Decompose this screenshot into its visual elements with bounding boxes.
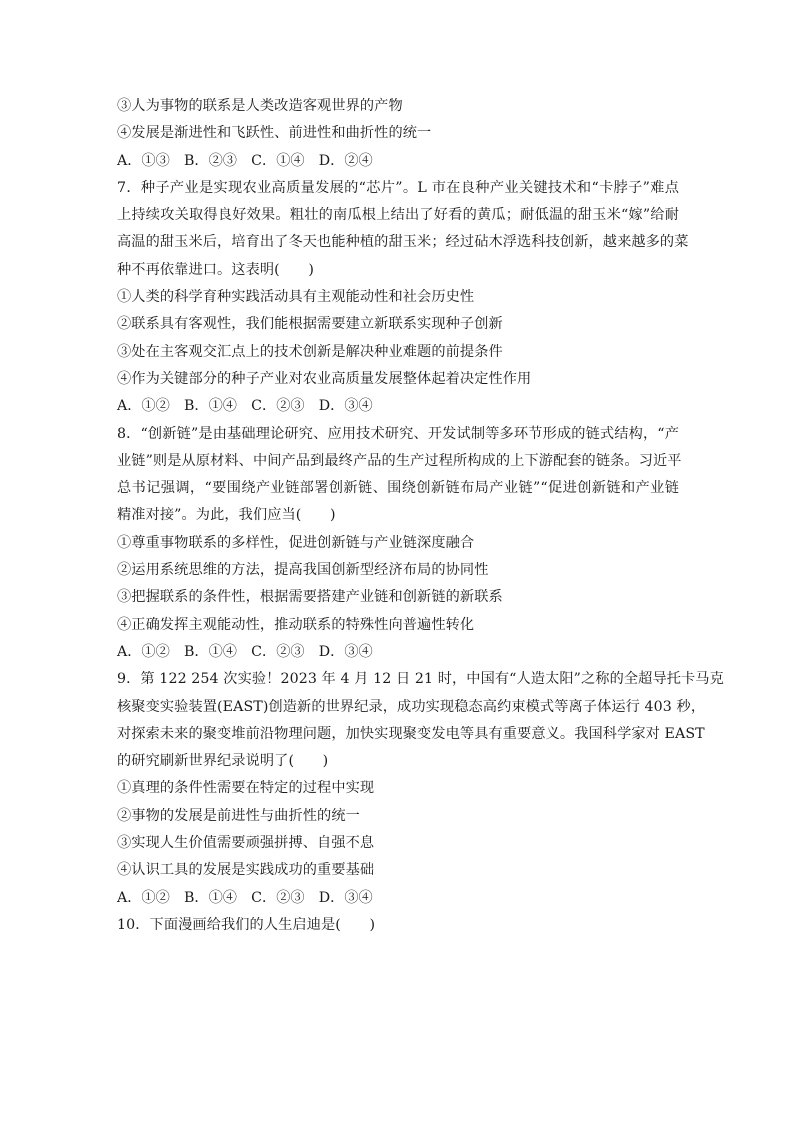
answer-options: A．①② B．①④ C．②③ D．③④: [117, 398, 373, 415]
question-stem-line: 8．“创新链”是由基础理论研究、应用技术研究、开发试制等多环节形成的链式结构，“产: [117, 425, 679, 442]
answer-options: A．①② B．①④ C．②③ D．③④: [117, 643, 373, 660]
question-stem-line: 精准对接”。为此，我们应当( ): [117, 507, 336, 524]
choice-item: ①人类的科学育种实践活动具有主观能动性和社会历史性: [117, 289, 475, 306]
exam-page: [117, 93, 724, 939]
question-stem-line: 上持续攻关取得良好效果。粗壮的南瓜根上结出了好看的黄瓜；耐低温的甜玉米“嫁”给耐: [117, 207, 679, 224]
question-stem-line: 10．下面漫画给我们的人生启迪是( ): [117, 916, 376, 933]
choice-item: ③实现人生价值需要顽强拼搏、自强不息: [117, 835, 375, 852]
question-stem-line: 对探索未来的聚变堆前沿物理问题，加快实现聚变发电等具有重要意义。我国科学家对 EAST: [117, 725, 705, 742]
choice-item: ③处在主客观交汇点上的技术创新是解决种业难题的前提条件: [117, 343, 503, 360]
question-stem-line: 的研究刷新世界纪录说明了( ): [117, 753, 329, 770]
question-stem-line: 7．种子产业是实现农业高质量发展的“芯片”。L 市在良种产业关键技术和“卡脖子”难点: [117, 179, 679, 196]
question-7: [117, 175, 689, 421]
choice-item: ③人为事物的联系是人类改造客观世界的产物: [117, 98, 403, 114]
question-stem-line: 总书记强调，“要围绕产业链部署创新链、围绕创新链布局产业链”“促进创新链和产业链: [117, 480, 679, 497]
answer-options: A．①③ B．②③ C．①④ D．②④: [117, 152, 373, 169]
choice-item: ②联系具有客观性，我们能根据需要建立新联系实现种子创新: [117, 316, 503, 333]
choice-item: ①真理的条件性需要在特定的过程中实现: [117, 780, 375, 797]
question-stem-line: 高温的甜玉米后，培育出了冬天也能种植的甜玉米；经过砧木浮选科技创新，越来越多的菜: [117, 234, 689, 251]
question-stem-line: 种不再依靠进口。这表明( ): [117, 261, 315, 278]
choice-item: ③把握联系的条件性，根据需要搭建产业链和创新链的新联系: [117, 589, 503, 606]
answer-options: A．①② B．①④ C．②③ D．③④: [117, 889, 373, 906]
question-stem-line: 9．第 122 254 次实验！2023 年 4 月 12 日 21 时，中国有“人造太阳”之称的全超导托卡马克: [117, 671, 724, 688]
choice-item: ④发展是渐进性和飞跃性、前进性和曲折性的统一: [117, 125, 432, 142]
choice-item: ②事物的发展是前进性与曲折性的统一: [117, 807, 360, 824]
question-6-continuation: [117, 93, 679, 175]
question-9: [117, 666, 724, 912]
choice-item: ④正确发挥主观能动性，推动联系的特殊性向普遍性转化: [117, 616, 475, 633]
question-8: [117, 421, 682, 667]
choice-item: ②运用系统思维的方法，提高我国创新型经济布局的协同性: [117, 562, 489, 579]
question-10: [117, 912, 679, 939]
choice-item: ①尊重事物联系的多样性，促进创新链与产业链深度融合: [117, 534, 475, 551]
choice-item: ④作为关键部分的种子产业对农业高质量发展整体起着决定性作用: [117, 370, 532, 387]
choice-item: ④认识工具的发展是实践成功的重要基础: [117, 862, 375, 879]
question-stem-line: 业链”则是从原材料、中间产品到最终产品的生产过程所构成的上下游配套的链条。习近平: [117, 452, 682, 469]
question-stem-line: 核聚变实验装置(EAST)创造新的世界纪录，成功实现稳态高约束模式等离子体运行 403 秒，: [117, 698, 706, 715]
